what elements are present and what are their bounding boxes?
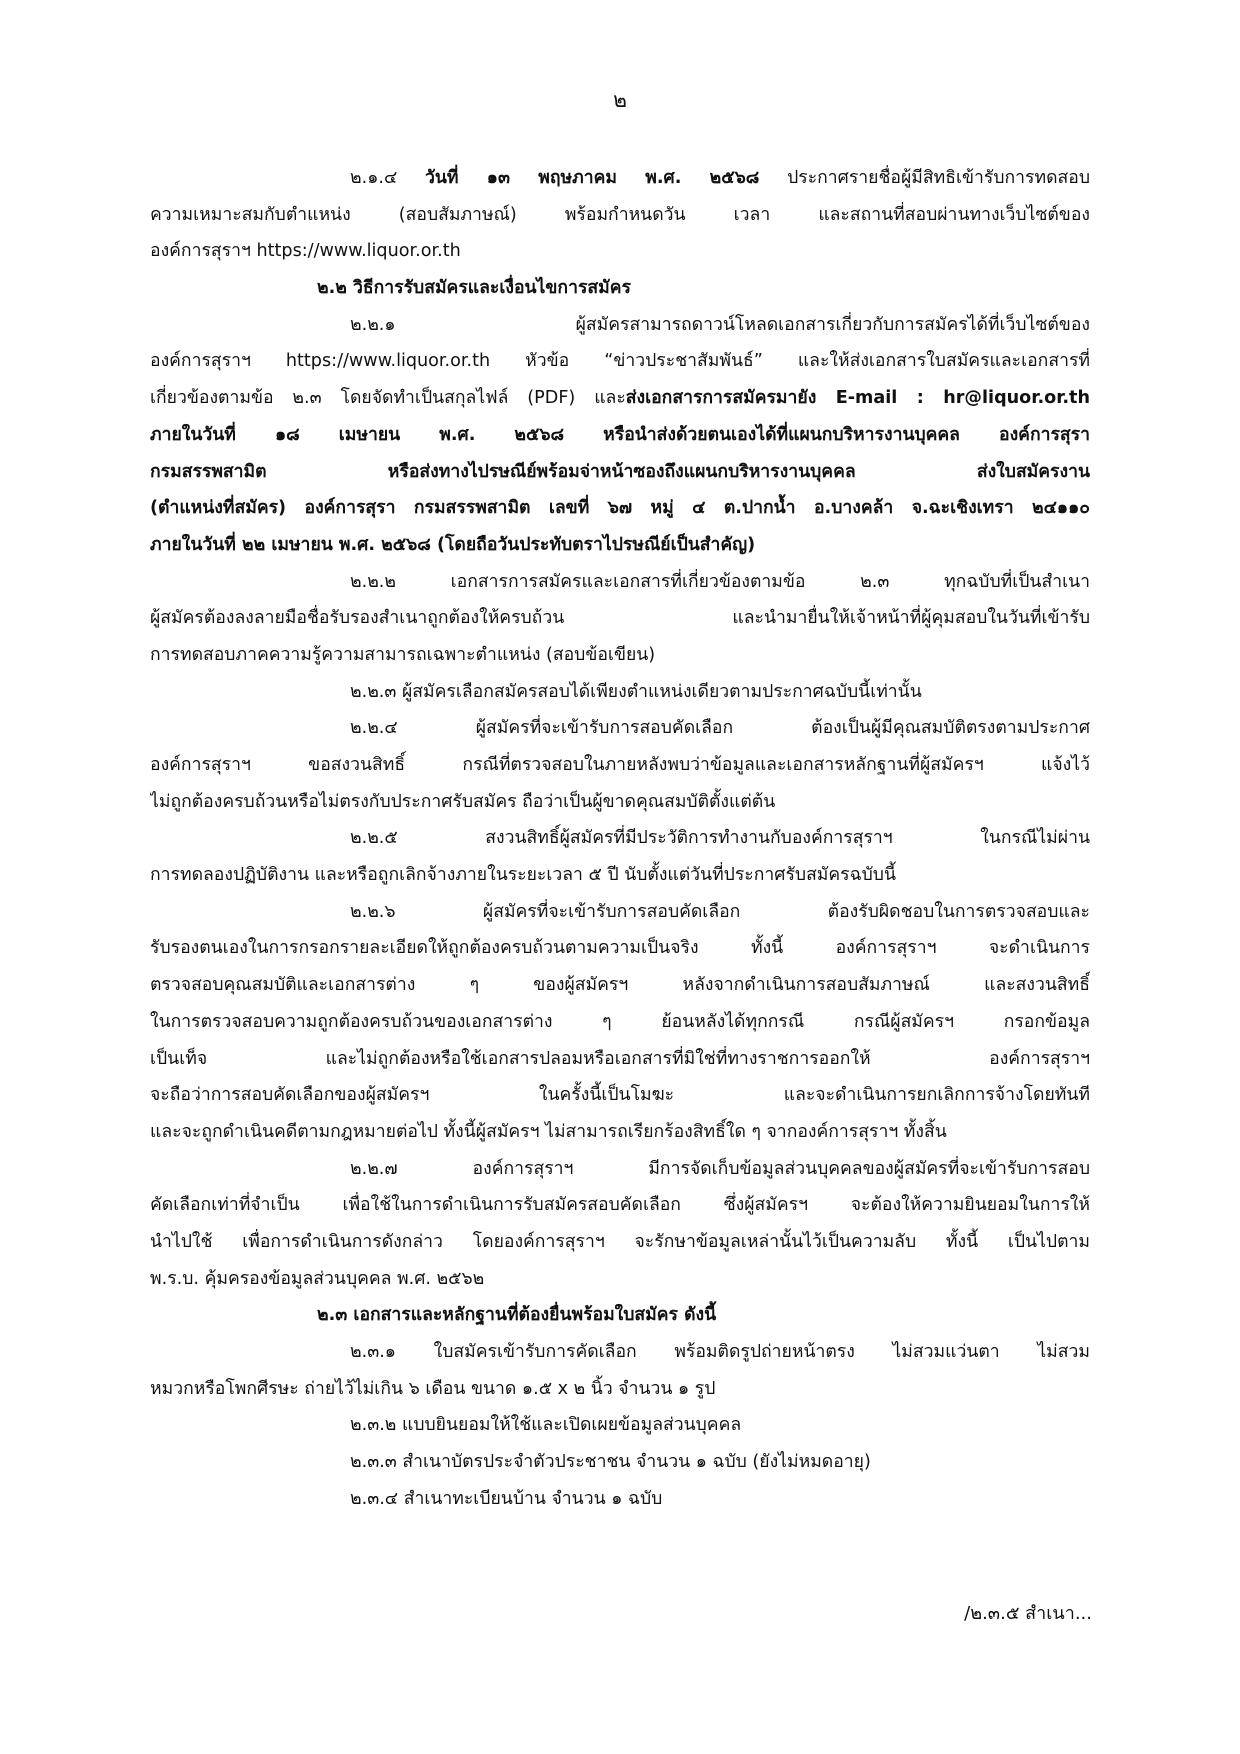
- page-number: ๒: [613, 88, 627, 112]
- text-segment: องค์การสุราฯ ขอสงวนสิทธิ์ กรณีที่ตรวจสอบในภายหลังพบว่าข้อมูลและเอกสารหลักฐานที่ผู้สมัครฯ แจ้งไว้: [150, 755, 1090, 775]
- text-segment: ๒.๒.๗ องค์การสุราฯ มีการจัดเก็บข้อมูลส่วนบุคคลของผู้สมัครที่จะเข้ารับการสอบ: [350, 1158, 1090, 1179]
- bold-text-segment: ส่งเอกสารการสมัครมายัง E-mail : hr@liquor.or.th: [625, 388, 1090, 409]
- text-segment: เกี่ยวข้องตามข้อ ๒.๓ โดยจัดทำเป็นสกุลไฟล์ (PDF) และ: [150, 388, 626, 409]
- text-line-p221-2: [150, 343, 1090, 380]
- text-line-p225-1: [150, 820, 1090, 857]
- text-segment: ๒.๒.๒ เอกสารการสมัครและเอกสารที่เกี่ยวข้องตามข้อ ๒.๓ ทุกฉบับที่เป็นสำเนา: [350, 571, 1090, 592]
- text-segment: ๒.๒.๖ ผู้สมัครที่จะเข้ารับการสอบคัดเลือก ต้องรับผิดชอบในการตรวจสอบและ: [350, 901, 1090, 922]
- text-segment: ๒.๓.๑ ใบสมัครเข้ารับการคัดเลือก พร้อมติดรูปถ่ายหน้าตรง ไม่สวมแว่นตา ไม่สวม: [350, 1342, 1090, 1362]
- text-line-p221-1: [150, 307, 1090, 344]
- text-line-p231-2: [150, 1371, 1090, 1408]
- text-line-p222-1: [150, 564, 1090, 601]
- bold-text-segment: ภายในวันที่ ๑๘ เมษายน พ.ศ. ๒๕๖๘ หรือนำส่งด้วยตนเองได้ที่แผนกบริหารงานบุคคล องค์การสุรา: [150, 424, 1090, 445]
- text-segment: ๒.๒.๔ ผู้สมัครที่จะเข้ารับการสอบคัดเลือก ต้องเป็นผู้มีคุณสมบัติตรงตามประกาศ: [350, 718, 1090, 739]
- text-segment: เป็นเท็จ และไม่ถูกต้องหรือใช้เอกสารปลอมหรือเอกสารที่มิใช่ที่ทางราชการออกให้ องค์การสุราฯ: [150, 1048, 1090, 1069]
- bold-text-segment: วันที่ ๑๓ พฤษภาคม พ.ศ. ๒๕๖๘: [425, 168, 760, 188]
- text-line-p221-4: [150, 417, 1090, 454]
- text-segment: ๒.๒.๕ สงวนสิทธิ์ผู้สมัครที่มีประวัติการทำงานกับองค์การสุราฯ ในกรณีไม่ผ่าน: [350, 828, 1090, 849]
- text-line-p226-5: [150, 1041, 1090, 1078]
- bold-text-segment: ภายในวันที่ ๒๒ เมษายน พ.ศ. ๒๕๖๘ (โดยถือวันประทับตราไปรษณีย์เป็นสำคัญ): [150, 534, 756, 555]
- text-line-p224-3: [150, 784, 1090, 821]
- text-line-p227-3: [150, 1224, 1090, 1261]
- text-line-p225-2: [150, 857, 1090, 894]
- text-line-p227-2: [150, 1187, 1090, 1224]
- text-segment: องค์การสุราฯ https://www.liquor.or.th: [150, 241, 461, 262]
- text-line-p226-2: [150, 930, 1090, 967]
- text-segment: ประกาศรายชื่อผู้มีสิทธิเข้ารับการทดสอบ: [759, 168, 1090, 188]
- text-segment: ๒.๓.๔ สำเนาทะเบียนบ้าน จำนวน ๑ ฉบับ: [350, 1488, 663, 1509]
- text-segment: จะถือว่าการสอบคัดเลือกของผู้สมัครฯ ในครั้งนี้เป็นโมฆะ และจะดำเนินการยกเลิกการจ้างโดยทันที: [150, 1085, 1090, 1106]
- text-line-p231-1: [150, 1334, 1090, 1371]
- text-segment: หมวกหรือโพกศีรษะ ถ่ายไว้ไม่เกิน ๖ เดือน ขนาด ๑.๕ x ๒ นิ้ว จำนวน ๑ รูป: [150, 1378, 716, 1399]
- text-line-p214-3: [150, 233, 1090, 270]
- text-line-p214-2: [150, 197, 1090, 234]
- text-segment: ๒.๑.๔: [350, 168, 426, 188]
- text-segment: พ.ร.บ. คุ้มครองข้อมูลส่วนบุคคล พ.ศ. ๒๕๖๒: [150, 1268, 485, 1289]
- bold-text-segment: ๒.๒ วิธีการรับสมัครและเงื่อนไขการสมัคร: [317, 278, 631, 299]
- text-line-p226-1: [150, 894, 1090, 931]
- text-line-p221-6: [150, 490, 1090, 527]
- text-segment: คัดเลือกเท่าที่จำเป็น เพื่อใช้ในการดำเนินการรับสมัครสอบคัดเลือก ซึ่งผู้สมัครฯ จะต้องให้ความยินยอมในการให้: [150, 1195, 1090, 1216]
- text-segment: ตรวจสอบคุณสมบัติและเอกสารต่าง ๆ ของผู้สมัครฯ หลังจากดำเนินการสอบสัมภาษณ์ และสงวนสิทธิ์: [150, 975, 1090, 996]
- text-segment: และจะถูกดำเนินคดีตามกฎหมายต่อไป ทั้งนี้ผู้สมัครฯ ไม่สามารถเรียกร้องสิทธิ์ใด ๆ จากองค์การสุราฯ ทั้งสิ้น: [150, 1121, 947, 1142]
- text-line-p227-1: [150, 1151, 1090, 1188]
- text-segment: ในการตรวจสอบความถูกต้องครบถ้วนของเอกสารต่าง ๆ ย้อนหลังได้ทุกกรณี กรณีผู้สมัครฯ กรอกข้อมูล: [150, 1011, 1090, 1032]
- text-line-p221-5: [150, 454, 1090, 491]
- text-line-p227-4: [150, 1261, 1090, 1298]
- text-line-p226-6: [150, 1077, 1090, 1114]
- text-line-p226-3: [150, 967, 1090, 1004]
- text-segment: รับรองตนเองในการกรอกรายละเอียดให้ถูกต้องครบถ้วนตามความเป็นจริง ทั้งนี้ องค์การสุราฯ จะดำเนินการ: [150, 938, 1090, 959]
- text-segment: การทดลองปฏิบัติงาน และหรือถูกเลิกจ้างภายในระยะเวลา ๕ ปี นับตั้งแต่วันที่ประกาศรับสมัครฉบับนี้: [150, 865, 896, 886]
- text-line-p224-2: [150, 747, 1090, 784]
- text-line-p221-7: [150, 527, 1090, 564]
- text-line-h22: [150, 270, 1090, 307]
- text-segment: ๒.๒.๑ ผู้สมัครสามารถดาวน์โหลดเอกสารเกี่ยวกับการสมัครได้ที่เว็บไซต์ของ: [350, 314, 1090, 335]
- text-line-p222-2: [150, 600, 1090, 637]
- text-line-p224-1: [150, 710, 1090, 747]
- text-line-p232-1: [150, 1407, 1090, 1444]
- text-line-p233-1: [150, 1444, 1090, 1481]
- bold-text-segment: กรมสรรพสามิต หรือส่งทางไปรษณีย์พร้อมจ่าหน้าซองถึงแผนกบริหารงานบุคคล ส่งใบสมัครงาน: [150, 461, 1090, 482]
- continuation-reference: /๒.๓.๕ สำเนา...: [964, 1603, 1092, 1624]
- text-segment: ๒.๒.๓ ผู้สมัครเลือกสมัครสอบได้เพียงตำแหน่งเดียวตามประกาศฉบับนี้เท่านั้น: [350, 681, 922, 702]
- text-line-p222-3: [150, 637, 1090, 674]
- text-segment: ไม่ถูกต้องครบถ้วนหรือไม่ตรงกับประกาศรับสมัคร ถือว่าเป็นผู้ขาดคุณสมบัติตั้งแต่ต้น: [150, 791, 776, 812]
- text-segment: องค์การสุราฯ https://www.liquor.or.th หัวข้อ “ข่าวประชาสัมพันธ์” และให้ส่งเอกสารใบสมัครและเอกสารที่: [150, 351, 1090, 372]
- text-line-p226-4: [150, 1004, 1090, 1041]
- bold-text-segment: (ตำแหน่งที่สมัคร) องค์การสุรา กรมสรรพสามิต เลขที่ ๖๗ หมู่ ๔ ต.ปากน้ำ อ.บางคล้า จ.ฉะเชิงเทรา ๒๔๑๑๐: [150, 498, 1090, 519]
- document-body: [150, 160, 1090, 1517]
- text-segment: นำไปใช้ เพื่อการดำเนินการดังกล่าว โดยองค์การสุราฯ จะรักษาข้อมูลเหล่านั้นไว้เป็นความลับ ทั้งนี้ เป็นไปตาม: [150, 1231, 1090, 1252]
- text-line-h23: [150, 1297, 1090, 1334]
- text-segment: ผู้สมัครต้องลงลายมือชื่อรับรองสำเนาถูกต้องให้ครบถ้วน และนำมายื่นให้เจ้าหน้าที่ผู้คุมสอบในวันที่เข้ารับ: [150, 608, 1090, 629]
- text-segment: ๒.๓.๓ สำเนาบัตรประจำตัวประชาชน จำนวน ๑ ฉบับ (ยังไม่หมดอายุ): [350, 1452, 871, 1473]
- text-line-p234-1: [150, 1481, 1090, 1518]
- text-line-p223-1: [150, 674, 1090, 711]
- bold-text-segment: ๒.๓ เอกสารและหลักฐานที่ต้องยื่นพร้อมใบสมัคร ดังนี้: [317, 1305, 717, 1326]
- text-segment: การทดสอบภาคความรู้ความสามารถเฉพาะตำแหน่ง (สอบข้อเขียน): [150, 644, 656, 665]
- text-segment: ๒.๓.๒ แบบยินยอมให้ใช้และเปิดเผยข้อมูลส่วนบุคคล: [350, 1415, 742, 1436]
- text-line-p226-7: [150, 1114, 1090, 1151]
- text-line-p214-1: [150, 160, 1090, 197]
- text-segment: ความเหมาะสมกับตำแหน่ง (สอบสัมภาษณ์) พร้อมกำหนดวัน เวลา และสถานที่สอบผ่านทางเว็บไซต์ของ: [150, 204, 1090, 225]
- text-line-p221-3: [150, 380, 1090, 417]
